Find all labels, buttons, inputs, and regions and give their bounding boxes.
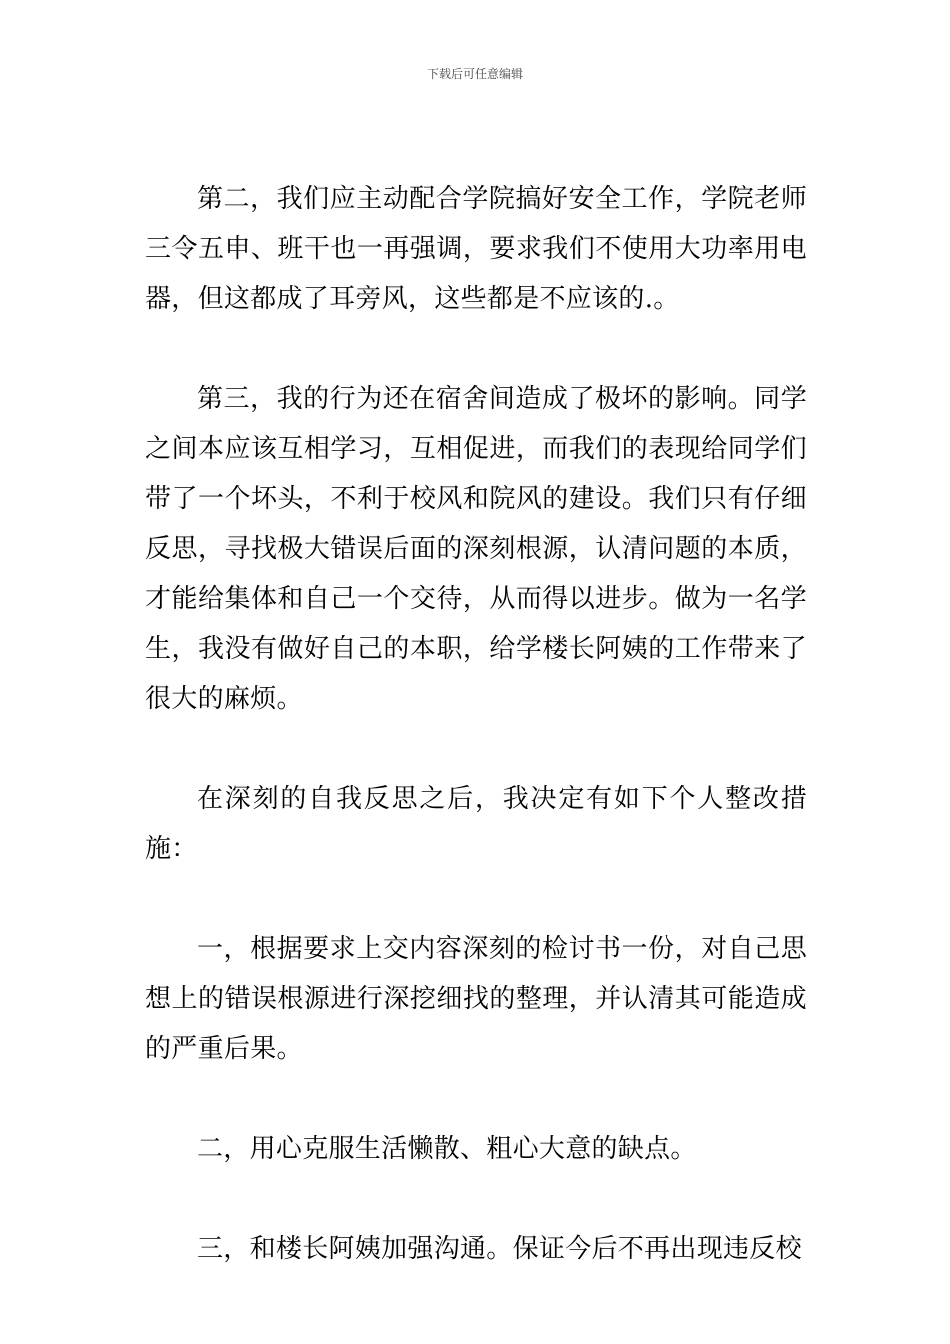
paragraph-third-point: 第三，我的行为还在宿舍间造成了极坏的影响。同学之间本应该互相学习，互相促进，而我们的表现给同学们带了一个坏头，不利于校风和院风的建设。我们只有仔细反思，寻找极大错误后面的深刻根源，认清问题的本质，才能给集体和自己一个交待，从而得以进步。做为一名学生，我没有做好自己的本职，给学楼长阿姨的工作带来了很大的麻烦。 xyxy=(145,384,807,714)
paragraph-measure-three: 三，和楼长阿姨加强沟通。保证今后不再出现违反校 xyxy=(197,1234,802,1264)
document-body xyxy=(145,174,807,1274)
paragraph-measure-two: 二，用心克服生活懒散、粗心大意的缺点。 xyxy=(197,1134,697,1164)
paragraph-reflection-intro: 在深刻的自我反思之后，我决定有如下个人整改措施： xyxy=(145,784,807,864)
download-edit-note: 下载后可任意编辑 xyxy=(426,67,523,81)
paragraph-measure-one: 一，根据要求上交内容深刻的检讨书一份，对自己思想上的错误根源进行深挖细找的整理，并认清其可能造成的严重后果。 xyxy=(145,934,807,1064)
paragraph-second-point: 第二，我们应主动配合学院搞好安全工作，学院老师三令五申、班干也一再强调，要求我们不使用大功率用电器，但这都成了耳旁风，这些都是不应该的.。 xyxy=(145,184,807,314)
